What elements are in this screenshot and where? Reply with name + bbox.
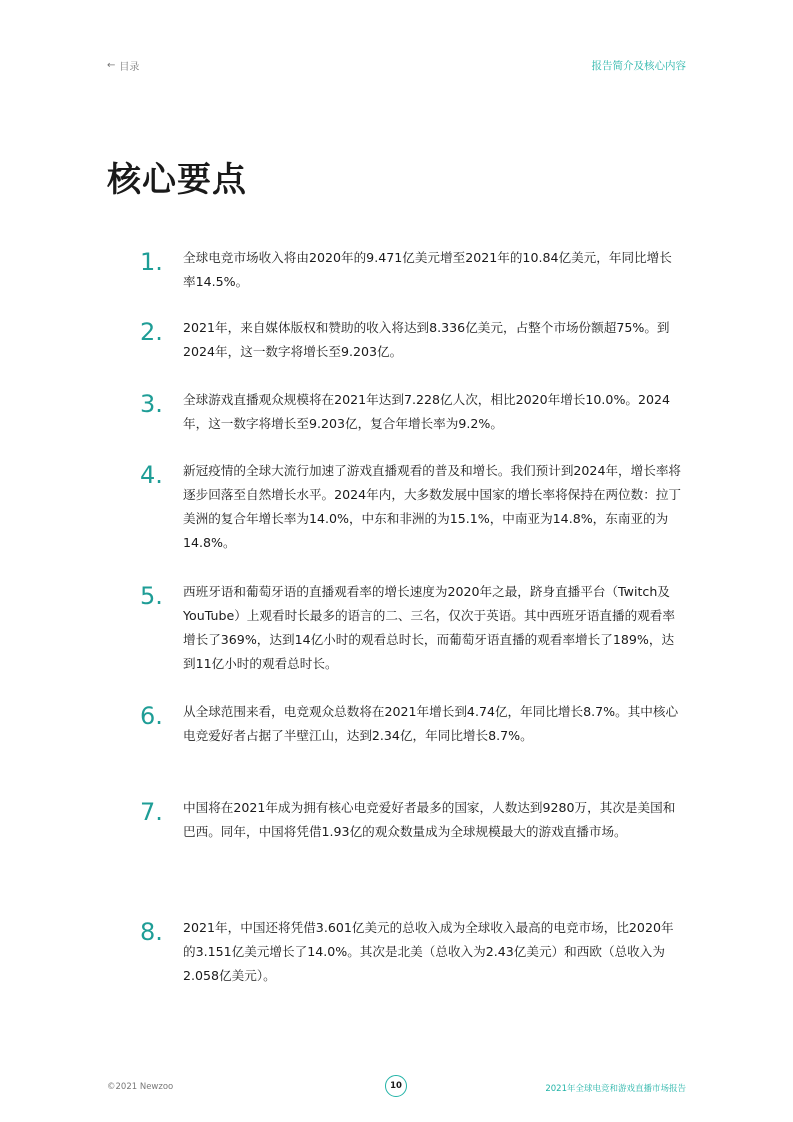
copyright: ©2021 Newzoo (107, 1082, 174, 1092)
point-text: 2021年，来自媒体版权和赞助的收入将达到8.336亿美元，占整个市场份额超75%。到2024年，这一数字将增长至9.203亿。 (183, 320, 670, 359)
point-text: 2021年，中国还将凭借3.601亿美元的总收入成为全球收入最高的电竞市场，比2020年的3.151亿美元增长了14.0%。其次是北美（总收入为2.43亿美元）和西欧（总收入为2.058亿美元）。 (183, 920, 674, 983)
point-text: 西班牙语和葡萄牙语的直播观看率的增长速度为2020年之最，跻身直播平台（Twitch及YouTube）上观看时长最多的语言的二、三名，仅次于英语。其中西班牙语直播的观看率增长了369%，达到14亿小时的观看总时长，而葡萄牙语直播的观看率增长了189%，达到11亿小时的观看总时长。 (183, 584, 675, 671)
point-number: 6. (140, 702, 163, 730)
back-arrow-icon: ← (107, 60, 116, 71)
section-link[interactable]: 报告简介及核心内容 (591, 60, 686, 72)
back-to-contents-link[interactable] (107, 58, 139, 73)
point-number: 4. (140, 461, 163, 489)
page-number: 10 (385, 1075, 407, 1097)
point-number: 5. (140, 582, 163, 610)
point-text: 全球游戏直播观众规模将在2021年达到7.228亿人次，相比2020年增长10.0%。2024年，这一数字将增长至9.203亿，复合年增长率为9.2%。 (183, 392, 671, 431)
point-number: 8. (140, 918, 163, 946)
point-text: 全球电竞市场收入将由2020年的9.471亿美元增至2021年的10.84亿美元，年同比增长率14.5%。 (183, 250, 672, 289)
point-number: 7. (140, 798, 163, 826)
point-number: 2. (140, 318, 163, 346)
point-number: 3. (140, 390, 163, 418)
point-text: 中国将在2021年成为拥有核心电竞爱好者最多的国家，人数达到9280万，其次是美国和巴西。同年，中国将凭借1.93亿的观众数量成为全球规模最大的游戏直播市场。 (183, 800, 676, 839)
contents-label: 目录 (119, 62, 140, 73)
page-title: 核心要点 (107, 160, 247, 200)
report-title: 2021年全球电竞和游戏直播市场报告 (545, 1084, 686, 1094)
point-text: 新冠疫情的全球大流行加速了游戏直播观看的普及和增长。我们预计到2024年，增长率将逐步回落至自然增长水平。2024年内，大多数发展中国家的增长率将保持在两位数：拉丁美洲的复合年增长率为14.0%，中东和非洲的为15.1%，中南亚为14.8%，东南亚的为14.8%。 (183, 463, 682, 550)
point-text: 从全球范围来看，电竞观众总数将在2021年增长到4.74亿，年同比增长8.7%。其中核心电竞爱好者占据了半壁江山，达到2.34亿，年同比增长8.7%。 (183, 704, 679, 743)
point-number: 1. (140, 248, 163, 276)
